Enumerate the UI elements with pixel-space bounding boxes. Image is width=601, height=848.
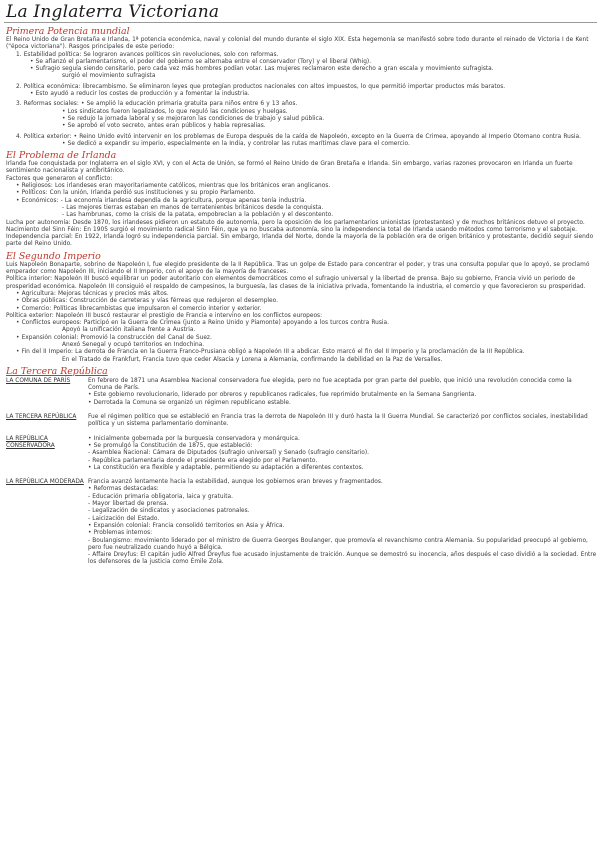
paragraph: - Legalización de sindicatos y asociaciones patronales. [88,508,250,515]
paragraph: • Este gobierno revolucionario, liderado por obreros y republicanos radicales, fue reprimido brutalmente en la Semana Sangrienta. [88,392,477,399]
paragraph: • Expansión colonial: Francia consolidó territorios en Asia y África. [88,522,285,529]
paragraph: • Se promulgó la Constitución de 1875, que estableció: [88,442,253,449]
paragraph: • Políticos: Con la unión, Irlanda perdió sus instituciones y su propio Parlamento. [16,190,256,197]
subsection-body [88,378,597,407]
paragraph: - Las hambrunas, como la crisis de la patata, empobrecían a la población y el descontento. [62,212,334,219]
subsection-label: LA COMUNA DE PARÍS [6,377,71,384]
paragraph: • Agricultura: Mejoras técnicas y precios más altos. [16,290,169,297]
title-underline [4,22,597,23]
paragraph: • Se redujo la jornada laboral y se mejoraron las condiciones de trabajo y salud pública. [62,115,325,122]
paragraph: • Reformas destacadas: [88,486,159,493]
subsection-row [6,479,597,567]
paragraph: • Religiosos: Los irlandeses eran mayoritariamente católicos, mientras que los británicos eran anglicanos. [16,183,331,190]
subsection-label: LA REPÚBLICA CONSERVADORA [6,435,55,449]
subsection-row [6,378,597,407]
document-title: La Inglaterra Victoriana [6,2,220,22]
paragraph: 1. Estabilidad política: Se lograron avances políticos sin revoluciones, solo con reformas. [16,51,279,58]
paragraph: • Esto ayudó a reducir los costes de producción y a fomentar la industria. [30,91,250,98]
subsection-label: LA TERCERA REPÚBLICA [6,414,77,421]
paragraph: 2. Política económica: librecambismo. Se eliminaron leyes que protegían productos nacionales con altos impuestos, lo que permitió importar productos más baratos. [16,83,506,90]
paragraph: • Económicos: - La economía irlandesa dependía de la agricultura, porque apenas tenía industria. [16,197,307,204]
paragraph: Política interior: Napoleón III buscó equilibrar un poder autoritario con elementos democráticos como el sufragio universal y la libertad de prensa. Bajo su gobierno, Francia vivió un periodo de prosperidad económica. Napoleón III consiguió el respaldo de campesinos, la burguesía, las clases de la iniciativa privada, fomentando la industria, el comercio y que favorecieron su prosperidad. [6,276,586,290]
paragraph: • Conflictos europeos: Participó en la Guerra de Crimea (junto a Reino Unido y Piamonte) apoyando a los turcos contra Rusia. [16,320,389,327]
paragraph: • Obras públicas: Construcción de carreteras y vías férreas que redujeron el desempleo. [16,298,278,305]
paragraph: • Problemas internos: [88,530,153,537]
paragraph: • Inicialmente gobernada por la burguesía conservadora y monárquica. [88,435,300,442]
paragraph: - República parlamentaria donde el presidente era elegido por el Parlamento. [88,457,318,464]
paragraph: surgió el movimiento sufragista [62,73,156,80]
paragraph: En febrero de 1871 una Asamblea Nacional conservadora fue elegida, pero no fue aceptada por gran parte del pueblo, que inició una revolución conocida como la Comuna de París. [88,377,572,392]
subsection-row [6,414,597,429]
spacer [4,472,597,478]
paragraph: - Las mejores tierras estaban en manos de terratenientes británicos desde la conquista. [62,204,324,211]
paragraph: Apoyó la unificación italiana frente a Austria. [62,327,196,334]
paragraph: - Asamblea Nacional: Cámara de Diputados (sufragio universal) y Senado (sufragio censitario). [88,450,369,457]
paragraph: Irlanda fue conquistada por Inglaterra en el siglo XVI, y con el Acta de Unión, se formó el Reino Unido de Gran Bretaña e Irlanda. Sin embargo, varias razones provocaron en Irlanda un fuerte sentimiento nacionalista y antibritánico. [6,161,573,175]
paragraph: Independencia parcial: En 1922, Irlanda logró su independencia parcial. Sin embargo, Irlanda del Norte, donde la mayoría de la población era de origen británico y protestante, decidió seguir siendo parte del Reino Unido. [6,234,594,248]
subsection-row [6,436,597,472]
paragraph: Fue el régimen político que se estableció en Francia tras la derrota de Napoleón III y duró hasta la II Guerra Mundial. Se caracterizó por conflictos sociales, inestabilidad política y un sistema parlamentario dominante. [88,414,588,428]
section-heading: Primera Potencia mundial [6,26,130,37]
section-heading: La Tercera República [6,365,108,377]
paragraph: 4. Política exterior: • Reino Unido evitó intervenir en los problemas de Europa después de la caída de Napoleón, excepto en la Guerra de Crimea, apoyando al Imperio Otomano contra Rusia. [16,133,581,140]
paragraph: Luis Napoleón Bonaparte, sobrino de Napoleón I, fue elegido presidente de la II República. Tras un golpe de Estado para concentrar el poder, y tras una consulta popular que lo apoyó, se proclamó emperador como Napoleón III, iniciando el II Imperio, con el apoyo de la mayoría de franceses. [6,261,590,276]
subsection-label: LA REPÚBLICA MODERADA [6,479,84,486]
subsection-body [88,414,597,429]
paragraph: Lucha por autonomía: Desde 1870, los irlandeses pidieron un estatuto de autonomía, pero la oposición de los parlamentarios unionistas (protestantes) y de muchos británicos detuvo el proyecto. [6,219,585,226]
paragraph: Política exterior: Napoleón III buscó restaurar el prestigio de Francia e intervino en los conflictos europeos: [6,312,323,319]
paragraph: - Laicización del Estado. [88,515,160,522]
paragraph: - Educación primaria obligatoria, laica y gratuita. [88,493,233,500]
paragraph: • Los sindicatos fueron legalizados, lo que reguló las condiciones y huelgas. [62,108,288,115]
paragraph: Anexó Senegal y ocupó territorios en Indochina. [62,341,205,348]
paragraph: En el Tratado de Frankfurt, Francia tuvo que ceder Alsacia y Lorena a Alemania, confirmando la debilidad en la Paz de Versalles. [62,356,443,363]
paragraph: 3. Reformas sociales: • Se amplió la educación primaria gratuita para niños entre 6 y 13 años. [16,101,298,108]
paragraph: Francia avanzó lentamente hacia la estabilidad, aunque los gobiernos eran breves y fragmentados. [88,479,383,486]
subsection-body [88,479,597,567]
paragraph: • Derrotada la Comuna se organizó un régimen republicano estable. [88,399,291,406]
paragraph: Nacimiento del Sinn Féin: En 1905 surgió el movimiento radical Sinn Féin, que ya no buscaba autonomía, sino la independencia total de Irlanda usando métodos como terrorismo y el sabotaje. [6,226,578,233]
subsection-body [88,436,597,472]
paragraph: • Comercio: Políticas librecambistas que impulsaron el comercio interior y exterior. [16,305,262,312]
paragraph: - Affaire Dreyfus: El capitán judío Alfred Dreyfus fue acusado injustamente de traición. Aunque se demostró su inocencia, años después el caso dividió a la sociedad. Entre los defensores de la justicia como Émile Zola. [88,552,597,566]
paragraph: • Expansión colonial: Promovió la construcción del Canal de Suez. [16,334,212,341]
spacer [4,407,597,413]
section-heading: El Problema de Irlanda [6,150,117,162]
paragraph: - Mayor libertad de prensa. [88,501,169,508]
document-body [4,24,597,567]
paragraph: - Boulangismo: movimiento liderado por el ministro de Guerra Georges Boulanger, que promovía el revanchismo contra Alemania. Su popularidad preocupó al gobierno, pero fue neutralizado cuando huyó a Bélgica. [88,537,588,551]
paragraph: • Se afianzó el parlamentarismo, el poder del gobierno se alternaba entre el conservador (Tory) y el liberal (Whig). [30,58,372,65]
section-heading: El Segundo Imperio [6,250,101,262]
paragraph: Factores que generaron el conflicto: [6,175,113,182]
paragraph: • Fin del II Imperio: La derrota de Francia en la Guerra Franco-Prusiana obligó a Napoleón III a abdicar. Esto marcó el fin del II Imperio y la proclamación de la III República. [16,349,525,356]
paragraph: • Se aprobó el voto secreto, antes eran públicos y había represalias. [62,123,266,130]
paragraph: • La constitución era flexible y adaptable, permitiendo su adaptación a diferentes contextos. [88,464,364,471]
spacer [4,429,597,435]
paragraph: • Sufragio seguía siendo censitario, pero cada vez más hombres podían votar. Las mujeres reclamaron este derecho a gran escala y movimiento sufragista. [30,66,494,73]
paragraph: • Se dedicó a expandir su imperio, especialmente en la India, y controlar las rutas marítimas clave para el comercio. [62,140,410,147]
paragraph: El Reino Unido de Gran Bretaña e Irlanda, 1ª potencia económica, naval y colonial del mundo durante el siglo XIX. Esta hegemonía se manifestó sobre todo durante el reinado de Victoria I de Kent ("época victoriana"). Rasgos principales de este periodo: [6,37,589,51]
